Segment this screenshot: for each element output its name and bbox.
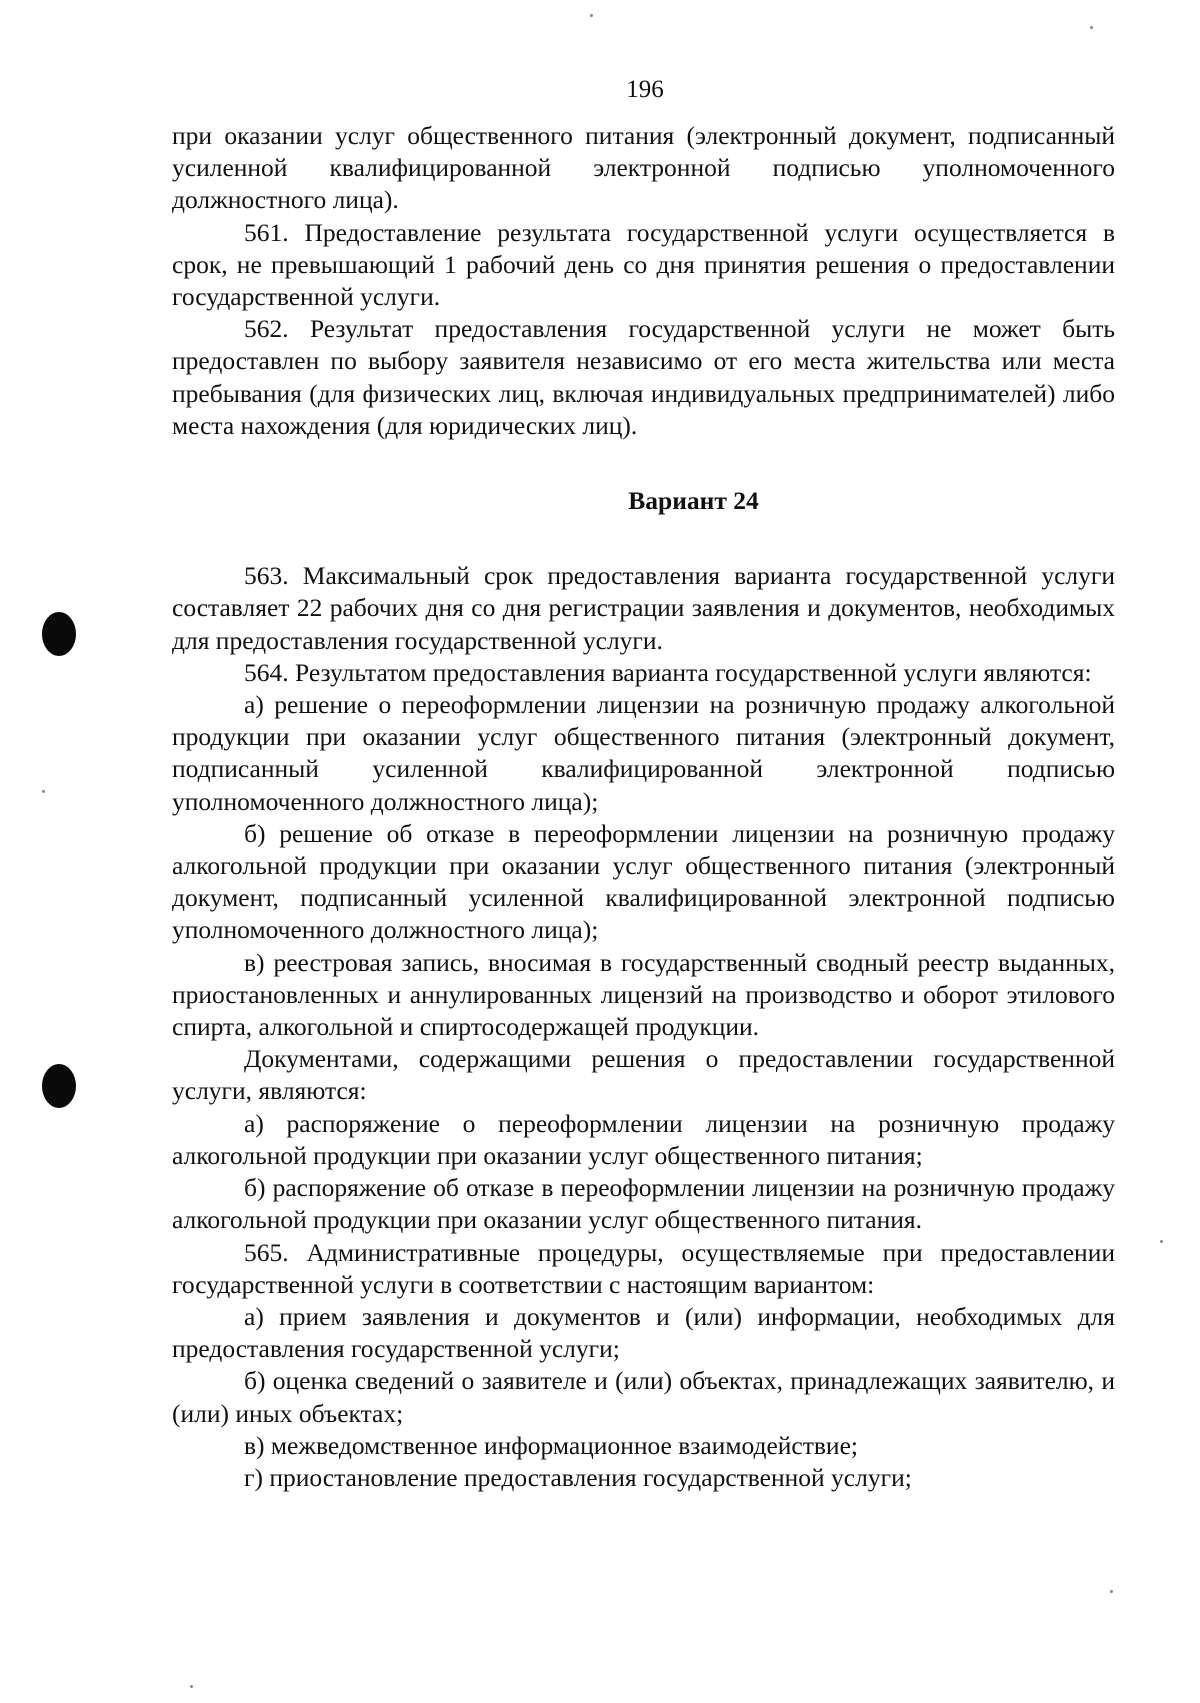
paragraph: Документами, содержащими решения о предоставлении государственной услуги, являются:	[172, 1044, 1115, 1106]
paragraph: б) оценка сведений о заявителе и (или) объектах, принадлежащих заявителю, и (или) иных объектах;	[172, 1366, 1115, 1428]
paragraph: а) решение о переоформлении лицензии на розничную продажу алкогольной продукции при оказании услуг общественного питания (электронный документ, подписанный усиленной квалифицированной электронной подписью уполномоченного должностного лица);	[172, 690, 1115, 816]
paragraph: в) межведомственное информационное взаимодействие;	[244, 1430, 858, 1460]
punch-hole-top	[42, 612, 76, 656]
paragraph: 565. Административные процедуры, осуществляемые при предоставлении государственной услуги в соответствии с настоящим вариантом:	[172, 1237, 1115, 1299]
section-heading: Вариант 24	[628, 486, 759, 516]
paragraph: 564. Результатом предоставления варианта государственной услуги являются:	[244, 657, 1092, 687]
paragraph: при оказании услуг общественного питания (электронный документ, подписанный усиленной квалифицированной электронной подписью уполномоченного должностного лица).	[172, 121, 1115, 215]
paragraph: в) реестровая запись, вносимая в государственный сводный реестр выданных, приостановленных и аннулированных лицензий на производство и оборот этилового спирта, алкогольной и спиртосодержащей продукции.	[172, 947, 1115, 1042]
scan-speck	[190, 1685, 193, 1688]
paragraph: г) приостановление предоставления государственной услуги;	[244, 1462, 912, 1492]
page-number: 196	[626, 76, 664, 103]
paragraph: а) распоряжение о переоформлении лицензии на розничную продажу алкогольной продукции при оказании услуг общественного питания;	[172, 1108, 1115, 1170]
scan-speck	[42, 790, 45, 793]
paragraph: 563. Максимальный срок предоставления варианта государственной услуги составляет 22 рабочих дня со дня регистрации заявления и документов, необходимых для предоставления государственной услуги.	[172, 561, 1115, 655]
scan-speck	[1090, 26, 1093, 29]
paragraph: 561. Предоставление результата государственной услуги осуществляется в срок, не превышающий 1 рабочий день со дня принятия решения о предоставлении государственной услуги.	[172, 217, 1115, 312]
paragraph: а) прием заявления и документов и (или) информации, необходимых для предоставления государственной услуги;	[172, 1301, 1115, 1364]
section-after-heading	[172, 560, 1115, 1494]
punch-hole-bottom	[42, 1064, 76, 1108]
document-body	[172, 120, 1115, 1494]
scan-speck	[1110, 1590, 1113, 1593]
scan-speck	[590, 14, 593, 17]
section-before-heading	[172, 120, 1115, 442]
paragraph: б) решение об отказе в переоформлении лицензии на розничную продажу алкогольной продукции при оказании услуг общественного питания (электронный документ, подписанный усиленной квалифицированной электронной подписью уполномоченного должностного лица);	[172, 818, 1115, 945]
paragraph: 562. Результат предоставления государственной услуги не может быть предоставлен по выбору заявителя независимо от его места жительства или места пребывания (для физических лиц, включая индивидуальных предпринимателей) либо места нахождения (для юридических лиц).	[172, 314, 1115, 440]
scan-speck	[1160, 1240, 1163, 1243]
paragraph: б) распоряжение об отказе в переоформлении лицензии на розничную продажу алкогольной продукции при оказании услуг общественного питания.	[172, 1173, 1115, 1235]
